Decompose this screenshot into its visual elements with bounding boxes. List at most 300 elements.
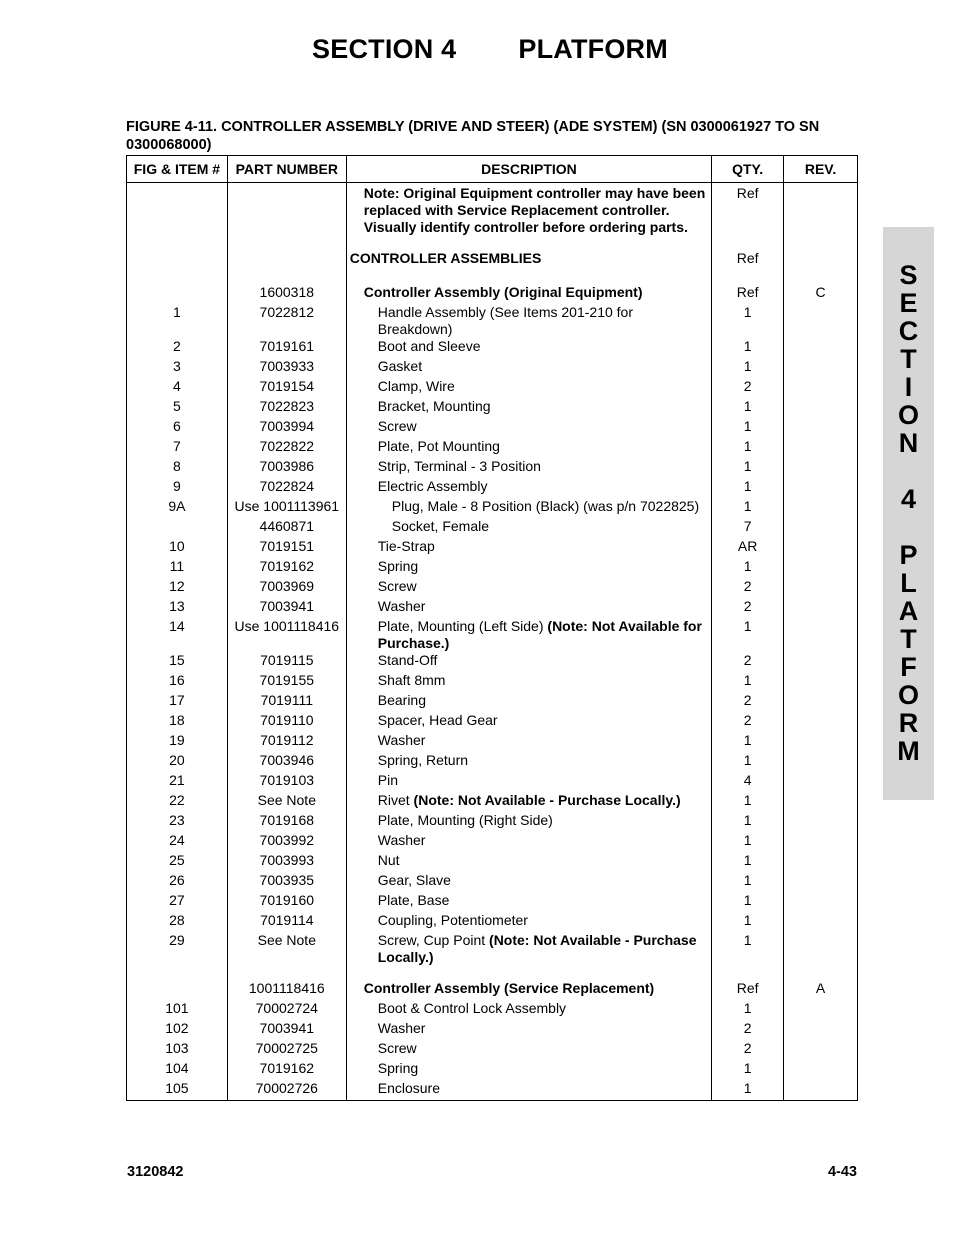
- item-number: 19: [127, 732, 228, 752]
- description-main: Pin: [377, 772, 398, 788]
- doc-number: 3120842: [127, 1164, 184, 1180]
- quantity: Ref: [712, 284, 784, 304]
- table-row: [127, 338, 858, 358]
- description: [346, 338, 711, 358]
- side-tab-letter: C: [898, 316, 919, 346]
- item-number: 1: [127, 304, 228, 338]
- item-number: 20: [127, 752, 228, 772]
- revision: [784, 618, 858, 652]
- description: [346, 1060, 711, 1080]
- figure-title: FIGURE 4-11. CONTROLLER ASSEMBLY (DRIVE AND STEER) (ADE SYSTEM) (SN 0300061927 TO SN 0300068000): [126, 119, 820, 153]
- revision: [784, 438, 858, 458]
- description-text: [350, 852, 708, 869]
- col-header-rev: REV.: [784, 156, 858, 183]
- item-number: 3: [127, 358, 228, 378]
- side-tab-letter: P: [899, 540, 918, 570]
- table-row: [127, 458, 858, 478]
- description-text: [350, 1020, 708, 1037]
- table-row: [127, 732, 858, 752]
- description-main: Screw: [377, 418, 417, 434]
- description-text: [350, 338, 708, 355]
- description-main: Shaft 8mm: [377, 672, 446, 688]
- table-row: [127, 478, 858, 498]
- revision: [784, 518, 858, 538]
- quantity: 1: [712, 398, 784, 418]
- description-text: [350, 378, 708, 395]
- description-main: Boot and Sleeve: [377, 338, 481, 354]
- description-main: Washer: [377, 598, 426, 614]
- part-number: 7003941: [227, 598, 346, 618]
- quantity: 1: [712, 558, 784, 578]
- part-number: 7019168: [227, 812, 346, 832]
- description-text: [350, 692, 708, 709]
- item-number: 17: [127, 692, 228, 712]
- description-text: [350, 598, 708, 615]
- description: [346, 712, 711, 732]
- description-text: [350, 912, 708, 929]
- quantity: 1: [712, 672, 784, 692]
- table-row: [127, 932, 858, 966]
- description-main: Washer: [377, 732, 426, 748]
- description-text: [350, 832, 708, 849]
- quantity: 1: [712, 458, 784, 478]
- side-tab-letter: O: [897, 400, 919, 430]
- description: [346, 558, 711, 578]
- item-number: 23: [127, 812, 228, 832]
- description-main: Gasket: [377, 358, 423, 374]
- description-main: Plate, Base: [377, 892, 450, 908]
- item-number: 14: [127, 618, 228, 652]
- description-text: [350, 772, 708, 789]
- description-text: [350, 358, 708, 375]
- description-text: [350, 518, 708, 535]
- table-row: [127, 692, 858, 712]
- description-text: [350, 1040, 708, 1057]
- item-number: 16: [127, 672, 228, 692]
- part-number: 7003992: [227, 832, 346, 852]
- revision: [784, 792, 858, 812]
- description: [346, 284, 711, 304]
- revision: [784, 1000, 858, 1020]
- revision: [784, 183, 858, 237]
- item-number: 18: [127, 712, 228, 732]
- table-row: [127, 378, 858, 398]
- table-row: [127, 752, 858, 772]
- part-number: See Note: [227, 792, 346, 812]
- item-number: 24: [127, 832, 228, 852]
- revision: [784, 1040, 858, 1060]
- part-number: 7022812: [227, 304, 346, 338]
- side-tab-letter: A: [898, 596, 919, 626]
- table-row: [127, 832, 858, 852]
- item-number: 13: [127, 598, 228, 618]
- quantity: 2: [712, 578, 784, 598]
- description: [346, 518, 711, 538]
- description-main: Coupling, Potentiometer: [377, 912, 528, 928]
- table-row: [127, 1000, 858, 1020]
- description-main: Tie-Strap: [377, 538, 435, 554]
- description: [346, 398, 711, 418]
- item-number: 8: [127, 458, 228, 478]
- part-number: 7003935: [227, 872, 346, 892]
- side-tab-letter: R: [898, 708, 919, 738]
- quantity: 1: [712, 872, 784, 892]
- item-number: 28: [127, 912, 228, 932]
- description-text: [350, 792, 708, 809]
- revision: [784, 498, 858, 518]
- description: [346, 772, 711, 792]
- description-main: Nut: [377, 852, 400, 868]
- part-number: 7003946: [227, 752, 346, 772]
- quantity: 1: [712, 478, 784, 498]
- side-tab-letter: M: [897, 736, 920, 766]
- description-main: Socket, Female: [391, 518, 490, 534]
- item-number: 5: [127, 398, 228, 418]
- description-main: Stand-Off: [377, 652, 438, 668]
- table-row: [127, 618, 858, 652]
- page-number: 4-43: [827, 1164, 857, 1180]
- description-text: [350, 1060, 708, 1077]
- revision: [784, 852, 858, 872]
- description-text: [350, 732, 708, 749]
- table-row: [127, 772, 858, 792]
- item-number: 15: [127, 652, 228, 672]
- description-main: Spacer, Head Gear: [377, 712, 498, 728]
- description-text: [350, 438, 708, 455]
- table-row: [127, 892, 858, 912]
- table-row: [127, 358, 858, 378]
- quantity: 2: [712, 1040, 784, 1060]
- item-number: 25: [127, 852, 228, 872]
- table-header-row: [127, 156, 858, 183]
- table-row: [127, 1060, 858, 1080]
- description: [346, 183, 711, 237]
- part-number: 7019162: [227, 558, 346, 578]
- part-number: 70002726: [227, 1080, 346, 1101]
- description: [346, 980, 711, 1000]
- item-number: [127, 518, 228, 538]
- description-text: [350, 652, 708, 669]
- side-tab-letter: O: [897, 680, 919, 710]
- part-number: 7019162: [227, 1060, 346, 1080]
- description-text: [350, 578, 708, 595]
- part-number: 7019161: [227, 338, 346, 358]
- section-label: SECTION 4: [312, 34, 457, 64]
- part-number: See Note: [227, 932, 346, 966]
- description-main: Plate, Mounting (Right Side): [377, 812, 553, 828]
- col-header-qty: QTY.: [712, 156, 784, 183]
- item-number: 7: [127, 438, 228, 458]
- quantity: 1: [712, 498, 784, 518]
- revision: [784, 812, 858, 832]
- table-row: [127, 518, 858, 538]
- revision: C: [784, 284, 858, 304]
- page-header: [0, 34, 954, 65]
- description-text: [350, 304, 708, 338]
- part-number: 7022822: [227, 438, 346, 458]
- item-number: 11: [127, 558, 228, 578]
- quantity: 1: [712, 418, 784, 438]
- quantity: 1: [712, 812, 784, 832]
- side-tab-letter: I: [904, 372, 913, 402]
- quantity: AR: [712, 538, 784, 558]
- description-text: [350, 478, 708, 495]
- quantity: 2: [712, 692, 784, 712]
- description-text: [350, 752, 708, 769]
- description: [346, 752, 711, 772]
- description-main: Controller Assembly (Original Equipment): [363, 284, 643, 300]
- description-text: [350, 872, 708, 889]
- description-main: Screw, Cup Point: [377, 932, 490, 948]
- section-name: PLATFORM: [518, 34, 668, 64]
- revision: [784, 478, 858, 498]
- revision: [784, 1060, 858, 1080]
- part-number: Use 1001118416: [227, 618, 346, 652]
- description-main: Electric Assembly: [377, 478, 488, 494]
- description: [346, 578, 711, 598]
- description: [346, 932, 711, 966]
- description-main: Plate, Pot Mounting: [377, 438, 500, 454]
- item-number: [127, 284, 228, 304]
- part-number: 7003993: [227, 852, 346, 872]
- description-main: Rivet: [377, 792, 414, 808]
- description: [346, 872, 711, 892]
- spacer-row: [127, 966, 858, 980]
- quantity: 1: [712, 832, 784, 852]
- description-text: [350, 498, 708, 515]
- quantity: 1: [712, 892, 784, 912]
- part-number: 7003986: [227, 458, 346, 478]
- side-tab-letter: S: [899, 260, 918, 290]
- item-number: 102: [127, 1020, 228, 1040]
- quantity: 2: [712, 712, 784, 732]
- item-number: 2: [127, 338, 228, 358]
- revision: [784, 1020, 858, 1040]
- table-row: [127, 558, 858, 578]
- part-number: 7003941: [227, 1020, 346, 1040]
- part-number: 7019115: [227, 652, 346, 672]
- table-row: [127, 1080, 858, 1101]
- description-text: [350, 284, 708, 301]
- item-number: 9A: [127, 498, 228, 518]
- description-main: Plug, Male - 8 Position (Black) (was p/n 7022825): [391, 498, 700, 514]
- description-note: (Note: Not Available for Purchase.): [377, 618, 702, 651]
- part-number: 7019160: [227, 892, 346, 912]
- item-number: 12: [127, 578, 228, 598]
- description-text: [350, 538, 708, 555]
- table-row: [127, 183, 858, 237]
- item-number: 4: [127, 378, 228, 398]
- quantity: 1: [712, 1000, 784, 1020]
- description-main: Washer: [377, 1020, 426, 1036]
- description-main: Gear, Slave: [377, 872, 451, 888]
- item-number: 22: [127, 792, 228, 812]
- part-number: 7019110: [227, 712, 346, 732]
- part-number: 4460871: [227, 518, 346, 538]
- quantity: 1: [712, 852, 784, 872]
- revision: [784, 1080, 858, 1101]
- revision: [784, 652, 858, 672]
- description-main: Boot & Control Lock Assembly: [377, 1000, 567, 1016]
- description-text: [350, 1000, 708, 1017]
- item-number: 101: [127, 1000, 228, 1020]
- description-text: [350, 185, 708, 236]
- table-row: [127, 598, 858, 618]
- description-text: [350, 618, 708, 652]
- revision: [784, 538, 858, 558]
- table-row: [127, 912, 858, 932]
- description-text: [350, 932, 708, 966]
- quantity: 1: [712, 438, 784, 458]
- part-number: 70002725: [227, 1040, 346, 1060]
- part-number: 7019103: [227, 772, 346, 792]
- description-main: Spring, Return: [377, 752, 469, 768]
- spacer-row: [127, 270, 858, 284]
- item-number: [127, 250, 228, 270]
- description: [346, 852, 711, 872]
- revision: [784, 752, 858, 772]
- part-number: 7022823: [227, 398, 346, 418]
- side-tab-letter: L: [900, 568, 917, 598]
- description-note: (Note: Not Available - Purchase Locally.): [413, 792, 681, 808]
- description-text: [350, 458, 708, 475]
- description: [346, 1000, 711, 1020]
- part-number: 1001118416: [227, 980, 346, 1000]
- table-row: [127, 980, 858, 1000]
- revision: [784, 304, 858, 338]
- description: [346, 438, 711, 458]
- side-tab-letter: T: [900, 624, 917, 654]
- quantity: 1: [712, 618, 784, 652]
- col-header-description: DESCRIPTION: [346, 156, 711, 183]
- revision: [784, 458, 858, 478]
- item-number: 27: [127, 892, 228, 912]
- description: [346, 1040, 711, 1060]
- part-number: 7022824: [227, 478, 346, 498]
- table-row: [127, 792, 858, 812]
- description: [346, 672, 711, 692]
- revision: [784, 732, 858, 752]
- description-main: Handle Assembly (See Items 201-210 for Breakdown): [377, 304, 633, 337]
- description: [346, 652, 711, 672]
- item-number: 26: [127, 872, 228, 892]
- table-row: [127, 418, 858, 438]
- description-text: [350, 250, 542, 266]
- revision: [784, 712, 858, 732]
- quantity: 1: [712, 304, 784, 338]
- part-number: 7003994: [227, 418, 346, 438]
- description-main: Strip, Terminal - 3 Position: [377, 458, 541, 474]
- description: [346, 692, 711, 712]
- description-text: [350, 558, 708, 575]
- table-row: [127, 284, 858, 304]
- description-text: [350, 672, 708, 689]
- quantity: 2: [712, 598, 784, 618]
- description-main: Washer: [377, 832, 426, 848]
- description-text: [350, 712, 708, 729]
- revision: [784, 872, 858, 892]
- parts-table: [126, 155, 858, 1101]
- table-row: [127, 812, 858, 832]
- description-main: Bracket, Mounting: [377, 398, 491, 414]
- item-number: 103: [127, 1040, 228, 1060]
- item-number: 10: [127, 538, 228, 558]
- description: [346, 458, 711, 478]
- part-number: 7019114: [227, 912, 346, 932]
- description: [346, 498, 711, 518]
- description-main: Spring: [377, 1060, 419, 1076]
- revision: [784, 558, 858, 578]
- revision: [784, 692, 858, 712]
- part-number: 7019154: [227, 378, 346, 398]
- description: [346, 538, 711, 558]
- item-number: [127, 980, 228, 1000]
- description: [346, 892, 711, 912]
- revision: [784, 932, 858, 966]
- description-main: Bearing: [377, 692, 427, 708]
- description-note: (Note: Not Available - Purchase Locally.): [377, 932, 697, 965]
- col-header-item: FIG & ITEM #: [127, 156, 228, 183]
- description-main: Screw: [377, 1040, 417, 1056]
- parts-table-body: [127, 183, 858, 1101]
- quantity: 2: [712, 652, 784, 672]
- table-row: [127, 304, 858, 338]
- quantity: 1: [712, 912, 784, 932]
- quantity: Ref: [712, 250, 784, 270]
- description-main: Note: Original Equipment controller may have been replaced with Service Replacement controller. Visually identify controller before ordering parts.: [363, 185, 706, 235]
- description: [346, 1080, 711, 1101]
- description-main: Controller Assembly (Service Replacement): [363, 980, 655, 996]
- part-number: 70002724: [227, 1000, 346, 1020]
- description: [346, 792, 711, 812]
- table-row: [127, 852, 858, 872]
- quantity: 1: [712, 358, 784, 378]
- table-row: [127, 672, 858, 692]
- item-number: 6: [127, 418, 228, 438]
- quantity: 2: [712, 378, 784, 398]
- revision: [784, 250, 858, 270]
- description-main: CONTROLLER ASSEMBLIES: [349, 250, 542, 266]
- revision: [784, 418, 858, 438]
- part-number: 7019155: [227, 672, 346, 692]
- item-number: 9: [127, 478, 228, 498]
- part-number: 7019151: [227, 538, 346, 558]
- description: [346, 618, 711, 652]
- revision: [784, 338, 858, 358]
- part-number: 7003933: [227, 358, 346, 378]
- table-row: [127, 438, 858, 458]
- revision: [784, 912, 858, 932]
- part-number: Use 1001113961: [227, 498, 346, 518]
- spacer-row: [127, 236, 858, 250]
- quantity: 1: [712, 732, 784, 752]
- description: [346, 732, 711, 752]
- revision: [784, 672, 858, 692]
- quantity: Ref: [712, 183, 784, 237]
- description: [346, 358, 711, 378]
- quantity: 2: [712, 1020, 784, 1040]
- item-number: 21: [127, 772, 228, 792]
- side-tab-letter: 4: [900, 484, 917, 514]
- section-side-tab: [883, 227, 934, 800]
- description: [346, 478, 711, 498]
- description-main: Plate, Mounting (Left Side): [377, 618, 548, 634]
- quantity: 4: [712, 772, 784, 792]
- revision: [784, 358, 858, 378]
- part-number: 1600318: [227, 284, 346, 304]
- revision: [784, 398, 858, 418]
- description: [346, 832, 711, 852]
